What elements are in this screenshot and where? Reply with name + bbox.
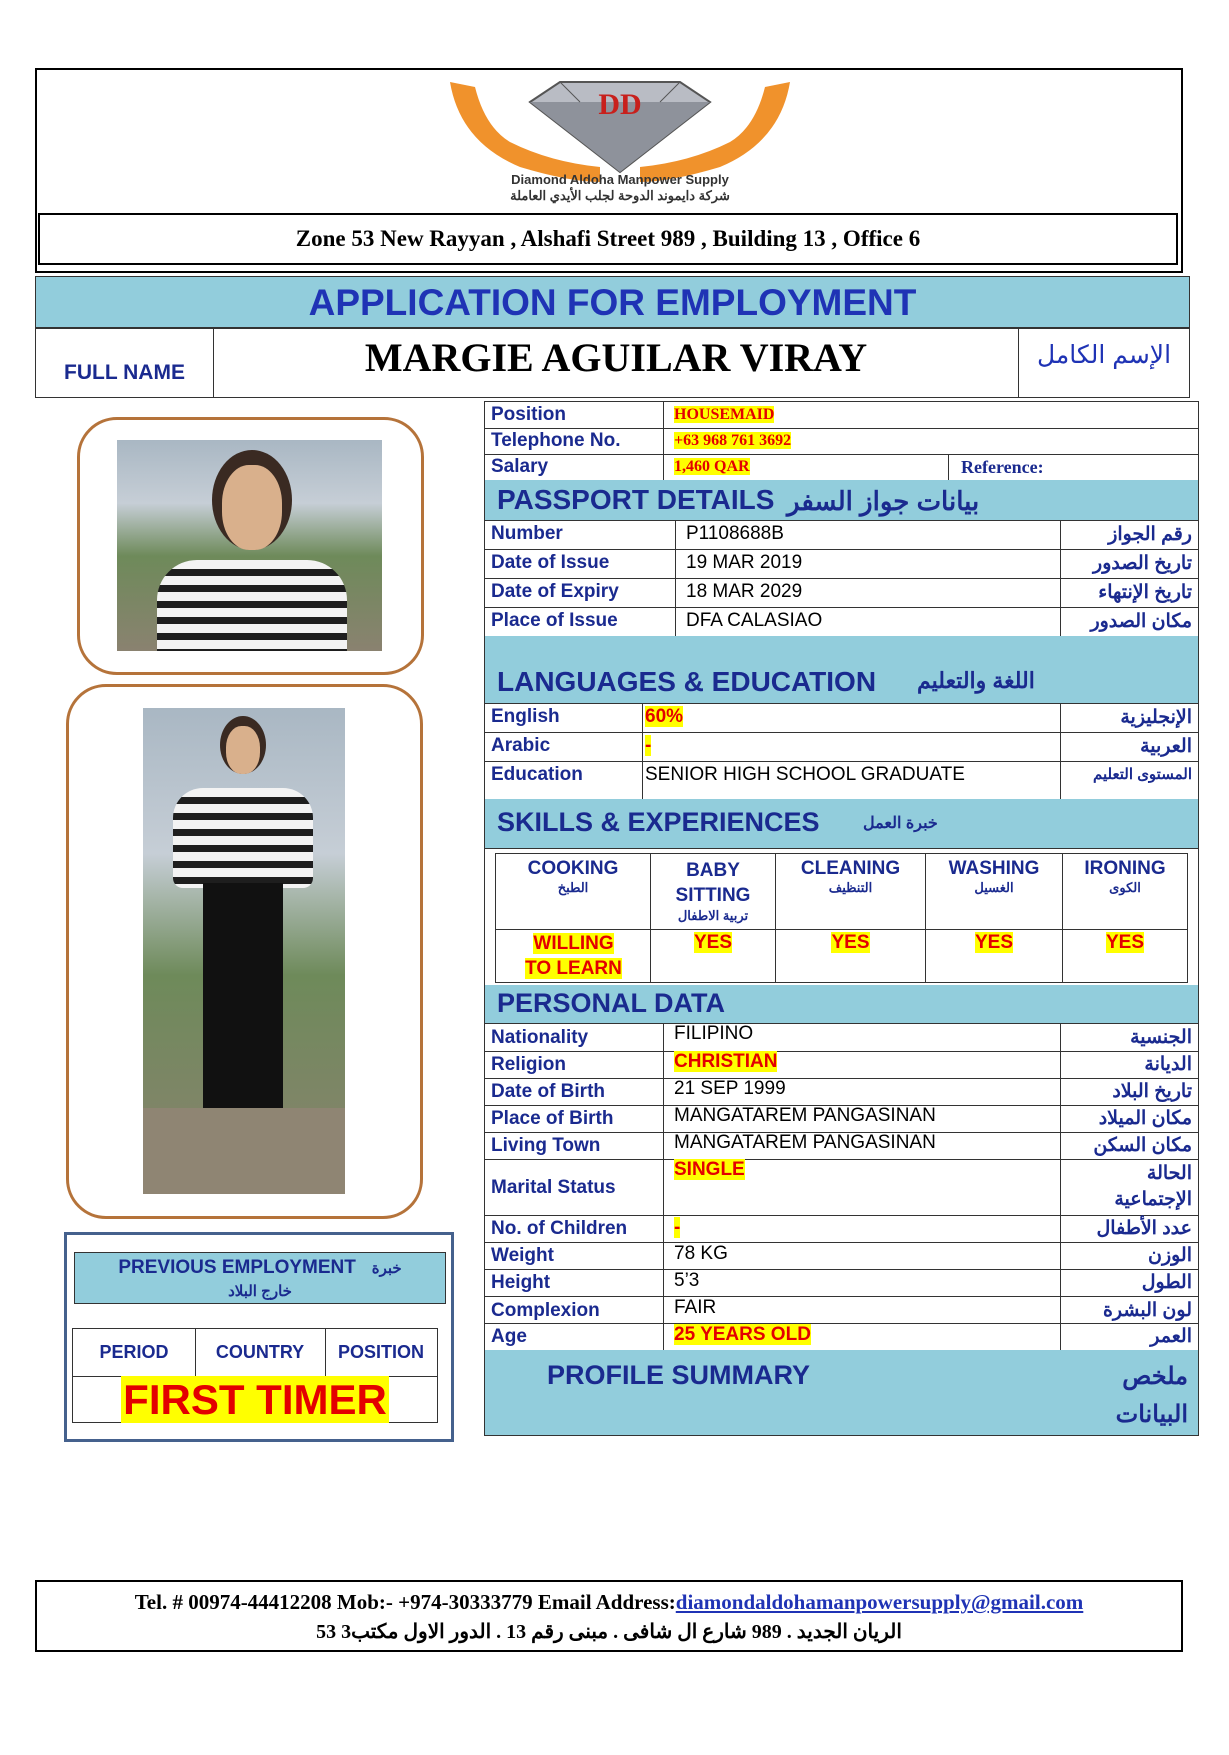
passport-row [485,520,1198,550]
religion-value: CHRISTIAN [674,1051,778,1072]
date-of-birth-label-ar: تاريخ البلاد [1112,1081,1192,1102]
footer-address-ar: 53 الريان الجديد . 989 شارع ال شافى . مبنى رقم 13 . الدور الاول مكتب3 [316,1621,902,1643]
place-of-issue-value: DFA CALASIAO [675,607,1060,636]
weight-value: 78 KG [663,1242,1060,1269]
portrait-photo [117,440,382,651]
height-label-ar: الطول [1141,1272,1192,1293]
passport-number-label: Number [491,523,563,544]
place-of-issue-label: Place of Issue [491,610,618,631]
english-label: English [491,706,560,727]
skills-title-ar: خبرة العمل [863,815,938,832]
full-name-label: FULL NAME [36,329,214,397]
language-row [485,732,1198,762]
position-label: Position [491,404,566,425]
telephone-label: Telephone No. [491,430,621,451]
full-name-row [35,328,1190,398]
date-of-issue-label: Date of Issue [491,552,610,573]
passport-title: PASSPORT DETAILS [497,484,775,515]
complexion-label-ar: لون البشرة [1102,1300,1192,1321]
height-value: 5’3 [663,1269,1060,1296]
passport-section-header [485,480,1198,521]
full-body-photo [143,708,345,1194]
nationality-label-ar: الجنسية [1130,1027,1192,1048]
languages-title: LANGUAGES & EDUCATION [497,666,877,697]
skill-cleaning: CLEANING التنظيف YES [776,854,926,982]
company-name: Diamond Aldoha Manpower Supply [511,172,729,187]
previous-employment-table [72,1328,438,1423]
full-name-label-ar: الإسم الكامل [1036,341,1172,369]
company-logo [430,72,810,217]
place-of-issue-label-ar: مكان الصدور [1090,611,1192,632]
religion-label-ar: الديانة [1144,1054,1192,1075]
skills-grid [495,853,1188,983]
place-of-birth-label-ar: مكان الميلاد [1098,1108,1192,1129]
children-label: No. of Children [491,1218,628,1239]
weight-label-ar: الوزن [1147,1245,1192,1266]
position-value: HOUSEMAID [674,406,775,423]
date-of-issue-label-ar: تاريخ الصدور [1093,553,1192,574]
personal-title: PERSONAL DATA [497,988,726,1018]
salary-label: Salary [491,456,549,477]
height-label: Height [491,1272,551,1293]
arabic-label-ar: العربية [1140,736,1192,757]
passport-row [485,607,1198,637]
nationality-value: FILIPINO [663,1023,1060,1051]
place-of-birth-value: MANGATAREM PANGASINAN [663,1105,1060,1132]
personal-row [485,1269,1198,1297]
profile-summary-title-ar-1: ملخص [1122,1363,1188,1390]
previous-employment-value: FIRST TIMER [73,1376,437,1422]
column-period: PERIOD [73,1329,196,1376]
complexion-label: Complexion [491,1300,600,1321]
previous-employment-title: PREVIOUS EMPLOYMENT [118,1257,356,1278]
living-town-label: Living Town [491,1135,601,1156]
salary-row [485,454,1198,481]
company-name-ar: شركة دايموند الدوحة لجلب الأيدي العاملة [510,188,730,203]
english-label-ar: الإنجليزية [1120,707,1192,728]
children-value: - [674,1217,681,1238]
skills-title: SKILLS & EXPERIENCES [497,807,820,837]
address-bar: Zone 53 New Rayyan , Alshafi Street 989 , Building 13 , Office 6 [38,213,1178,265]
passport-row [485,578,1198,608]
full-name-value: MARGIE AGUILAR VIRAY [214,329,1019,397]
passport-title-ar: بيانات جواز السفر [787,486,980,516]
personal-row [485,1078,1198,1106]
details-panel [484,401,1199,1436]
personal-section-header [485,985,1198,1024]
age-value: 25 YEARS OLD [674,1324,811,1345]
personal-row [485,1105,1198,1133]
living-town-value: MANGATAREM PANGASINAN [663,1132,1060,1159]
profile-summary-section [485,1350,1198,1435]
arabic-label: Arabic [491,735,551,756]
passport-number-label-ar: رقم الجواز [1108,524,1192,545]
personal-row [485,1323,1198,1351]
reference-label: Reference: [948,454,1198,480]
personal-row [485,1242,1198,1270]
living-town-label-ar: مكان السكن [1093,1135,1192,1156]
salary-value: 1,460 QAR [674,458,750,475]
personal-row [485,1023,1198,1052]
education-label: Education [491,764,583,785]
personal-row [485,1296,1198,1324]
logo-letters: DD [598,88,642,121]
personal-row [485,1215,1198,1243]
column-position: POSITION [337,1342,424,1362]
profile-summary-title: PROFILE SUMMARY [547,1360,810,1390]
education-label-ar: المستوى التعليم [1093,766,1192,783]
date-of-birth-label: Date of Birth [491,1081,605,1102]
previous-employment-header [74,1252,446,1304]
column-country: COUNTRY [195,1329,326,1376]
skill-washing: WASHING الغسيل YES [926,854,1063,982]
page-title: APPLICATION FOR EMPLOYMENT [35,276,1190,328]
arabic-value: - [645,735,652,756]
telephone-row [485,428,1198,455]
children-label-ar: عدد الأطفال [1096,1218,1192,1239]
skills-section-header [485,799,1198,849]
passport-number-value: P1108688B [675,520,1060,549]
marital-status-label-ar: الحالة الإجتماعية [1114,1163,1192,1210]
footer [35,1580,1183,1652]
place-of-birth-label: Place of Birth [491,1108,614,1129]
position-row [485,402,1198,429]
nationality-label: Nationality [491,1027,589,1048]
skill-cooking: COOKING الطبخ WILLING TO LEARN [496,854,651,982]
personal-row [485,1159,1198,1216]
marital-status-value: SINGLE [674,1159,745,1180]
date-of-expiry-label-ar: تاريخ الإنتهاء [1098,582,1192,603]
previous-employment-title-ar-2: خارج البلاد [228,1283,292,1300]
date-of-expiry-value: 18 MAR 2029 [675,578,1060,607]
telephone-value: +63 968 761 3692 [674,432,792,449]
footer-contact: Tel. # 00974-44412208 Mob:- +974-30333779 Email Address: [134,1590,676,1614]
profile-summary-title-ar-2: البيانات [1115,1401,1188,1428]
education-value: SENIOR HIGH SCHOOL GRADUATE [642,761,1060,799]
date-of-birth-value: 21 SEP 1999 [663,1078,1060,1105]
date-of-expiry-label: Date of Expiry [491,581,619,602]
languages-section-header [485,636,1198,704]
languages-title-ar: اللغة والتعليم [917,668,1035,693]
age-label-ar: العمر [1150,1326,1192,1347]
previous-employment-title-ar-1: خبرة [371,1260,402,1277]
weight-label: Weight [491,1245,554,1266]
marital-status-label: Marital Status [491,1177,616,1198]
skill-ironing: IRONING الكوى YES [1063,854,1187,982]
footer-email-link[interactable]: diamondaldohamanpowersupply@gmail.com [675,1590,1084,1614]
language-row [485,703,1198,733]
english-value: 60% [645,706,684,727]
personal-row [485,1051,1198,1079]
skill-baby-sitting: BABY SITTING تربية الاطفال YES [651,854,776,982]
date-of-issue-value: 19 MAR 2019 [675,549,1060,578]
age-label: Age [491,1326,527,1347]
education-row [485,761,1198,800]
personal-row [485,1132,1198,1160]
religion-label: Religion [491,1054,566,1075]
complexion-value: FAIR [663,1296,1060,1323]
passport-row [485,549,1198,579]
